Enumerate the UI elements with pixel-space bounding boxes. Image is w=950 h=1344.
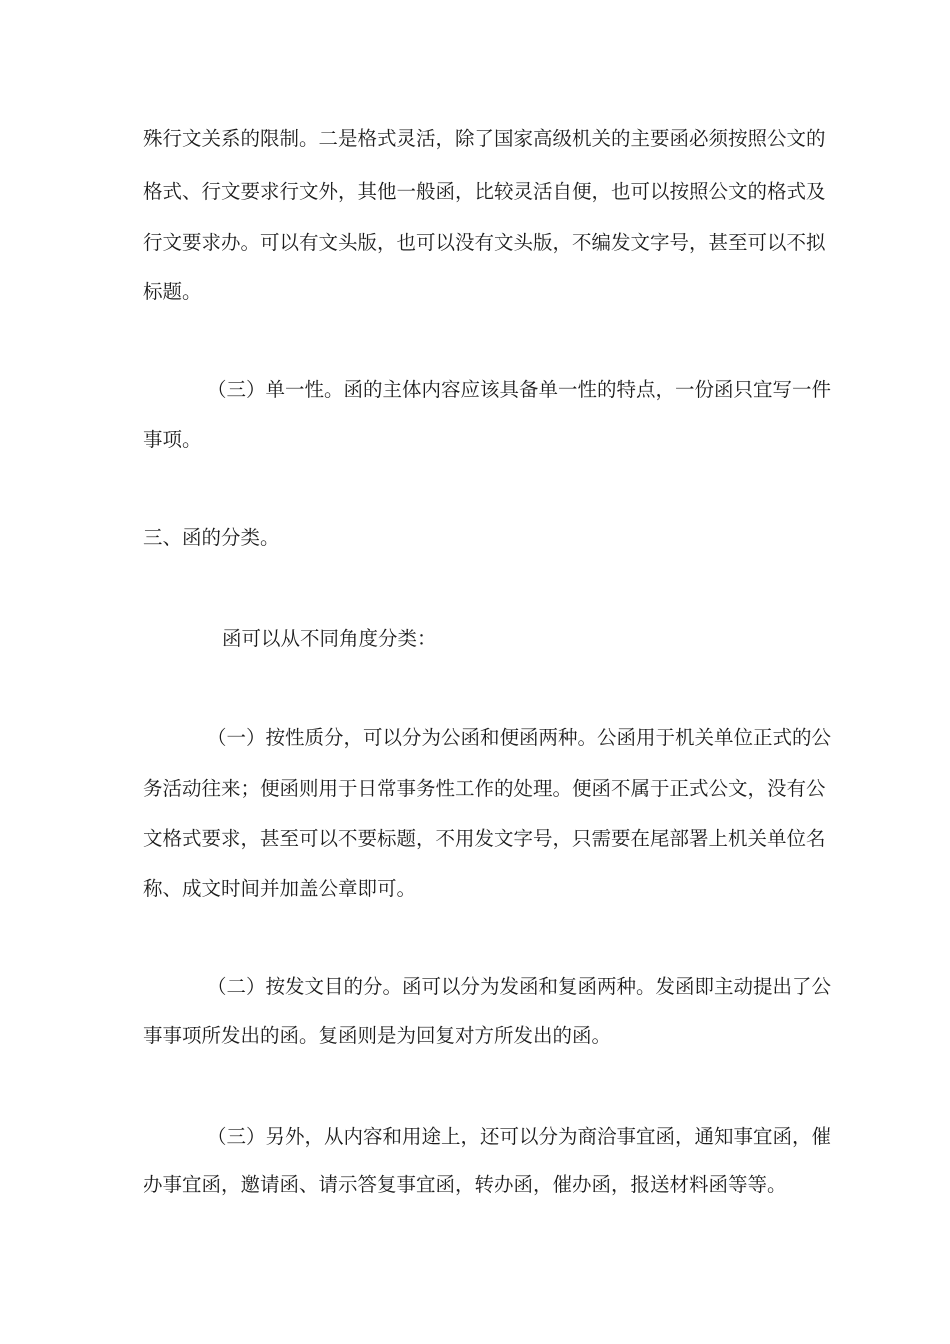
paragraph-line: 称、成文时间并加盖公章即可。: [143, 877, 417, 900]
paragraph-line: （一）按性质分，可以分为公函和便函两种。公函用于机关单位正式的公: [207, 726, 832, 749]
paragraph-line: 文格式要求，甚至可以不要标题，不用发文字号，只需要在尾部署上机关单位名: [143, 827, 826, 850]
paragraph-line: （三）另外，从内容和用途上，还可以分为商洽事宜函，通知事宜函，催: [207, 1125, 832, 1148]
section-heading: 三、函的分类。: [143, 526, 280, 549]
paragraph-line: 办事宜函，邀请函、请示答复事宜函，转办函，催办函，报送材料函等等。: [143, 1173, 787, 1196]
paragraph-line: 格式、行文要求行文外，其他一般函，比较灵活自便，也可以按照公文的格式及: [143, 180, 826, 203]
paragraph-line: 事事项所发出的函。复函则是为回复对方所发出的函。: [143, 1024, 612, 1047]
paragraph-line: （三）单一性。函的主体内容应该具备单一性的特点，一份函只宜写一件: [207, 378, 832, 401]
paragraph-line: 事项。: [143, 428, 202, 451]
paragraph-line: 务活动往来；便函则用于日常事务性工作的处理。便函不属于正式公文，没有公: [143, 777, 826, 800]
paragraph-line: 标题。: [143, 280, 202, 303]
paragraph-line: 行文要求办。可以有文头版，也可以没有文头版，不编发文字号，甚至可以不拟: [143, 231, 826, 254]
paragraph-line: （二）按发文目的分。函可以分为发函和复函两种。发函即主动提出了公: [207, 975, 832, 998]
intro-line: 函可以从不同角度分类：: [222, 627, 437, 650]
paragraph-line: 殊行文关系的限制。二是格式灵活，除了国家高级机关的主要函必须按照公文的: [143, 127, 826, 150]
